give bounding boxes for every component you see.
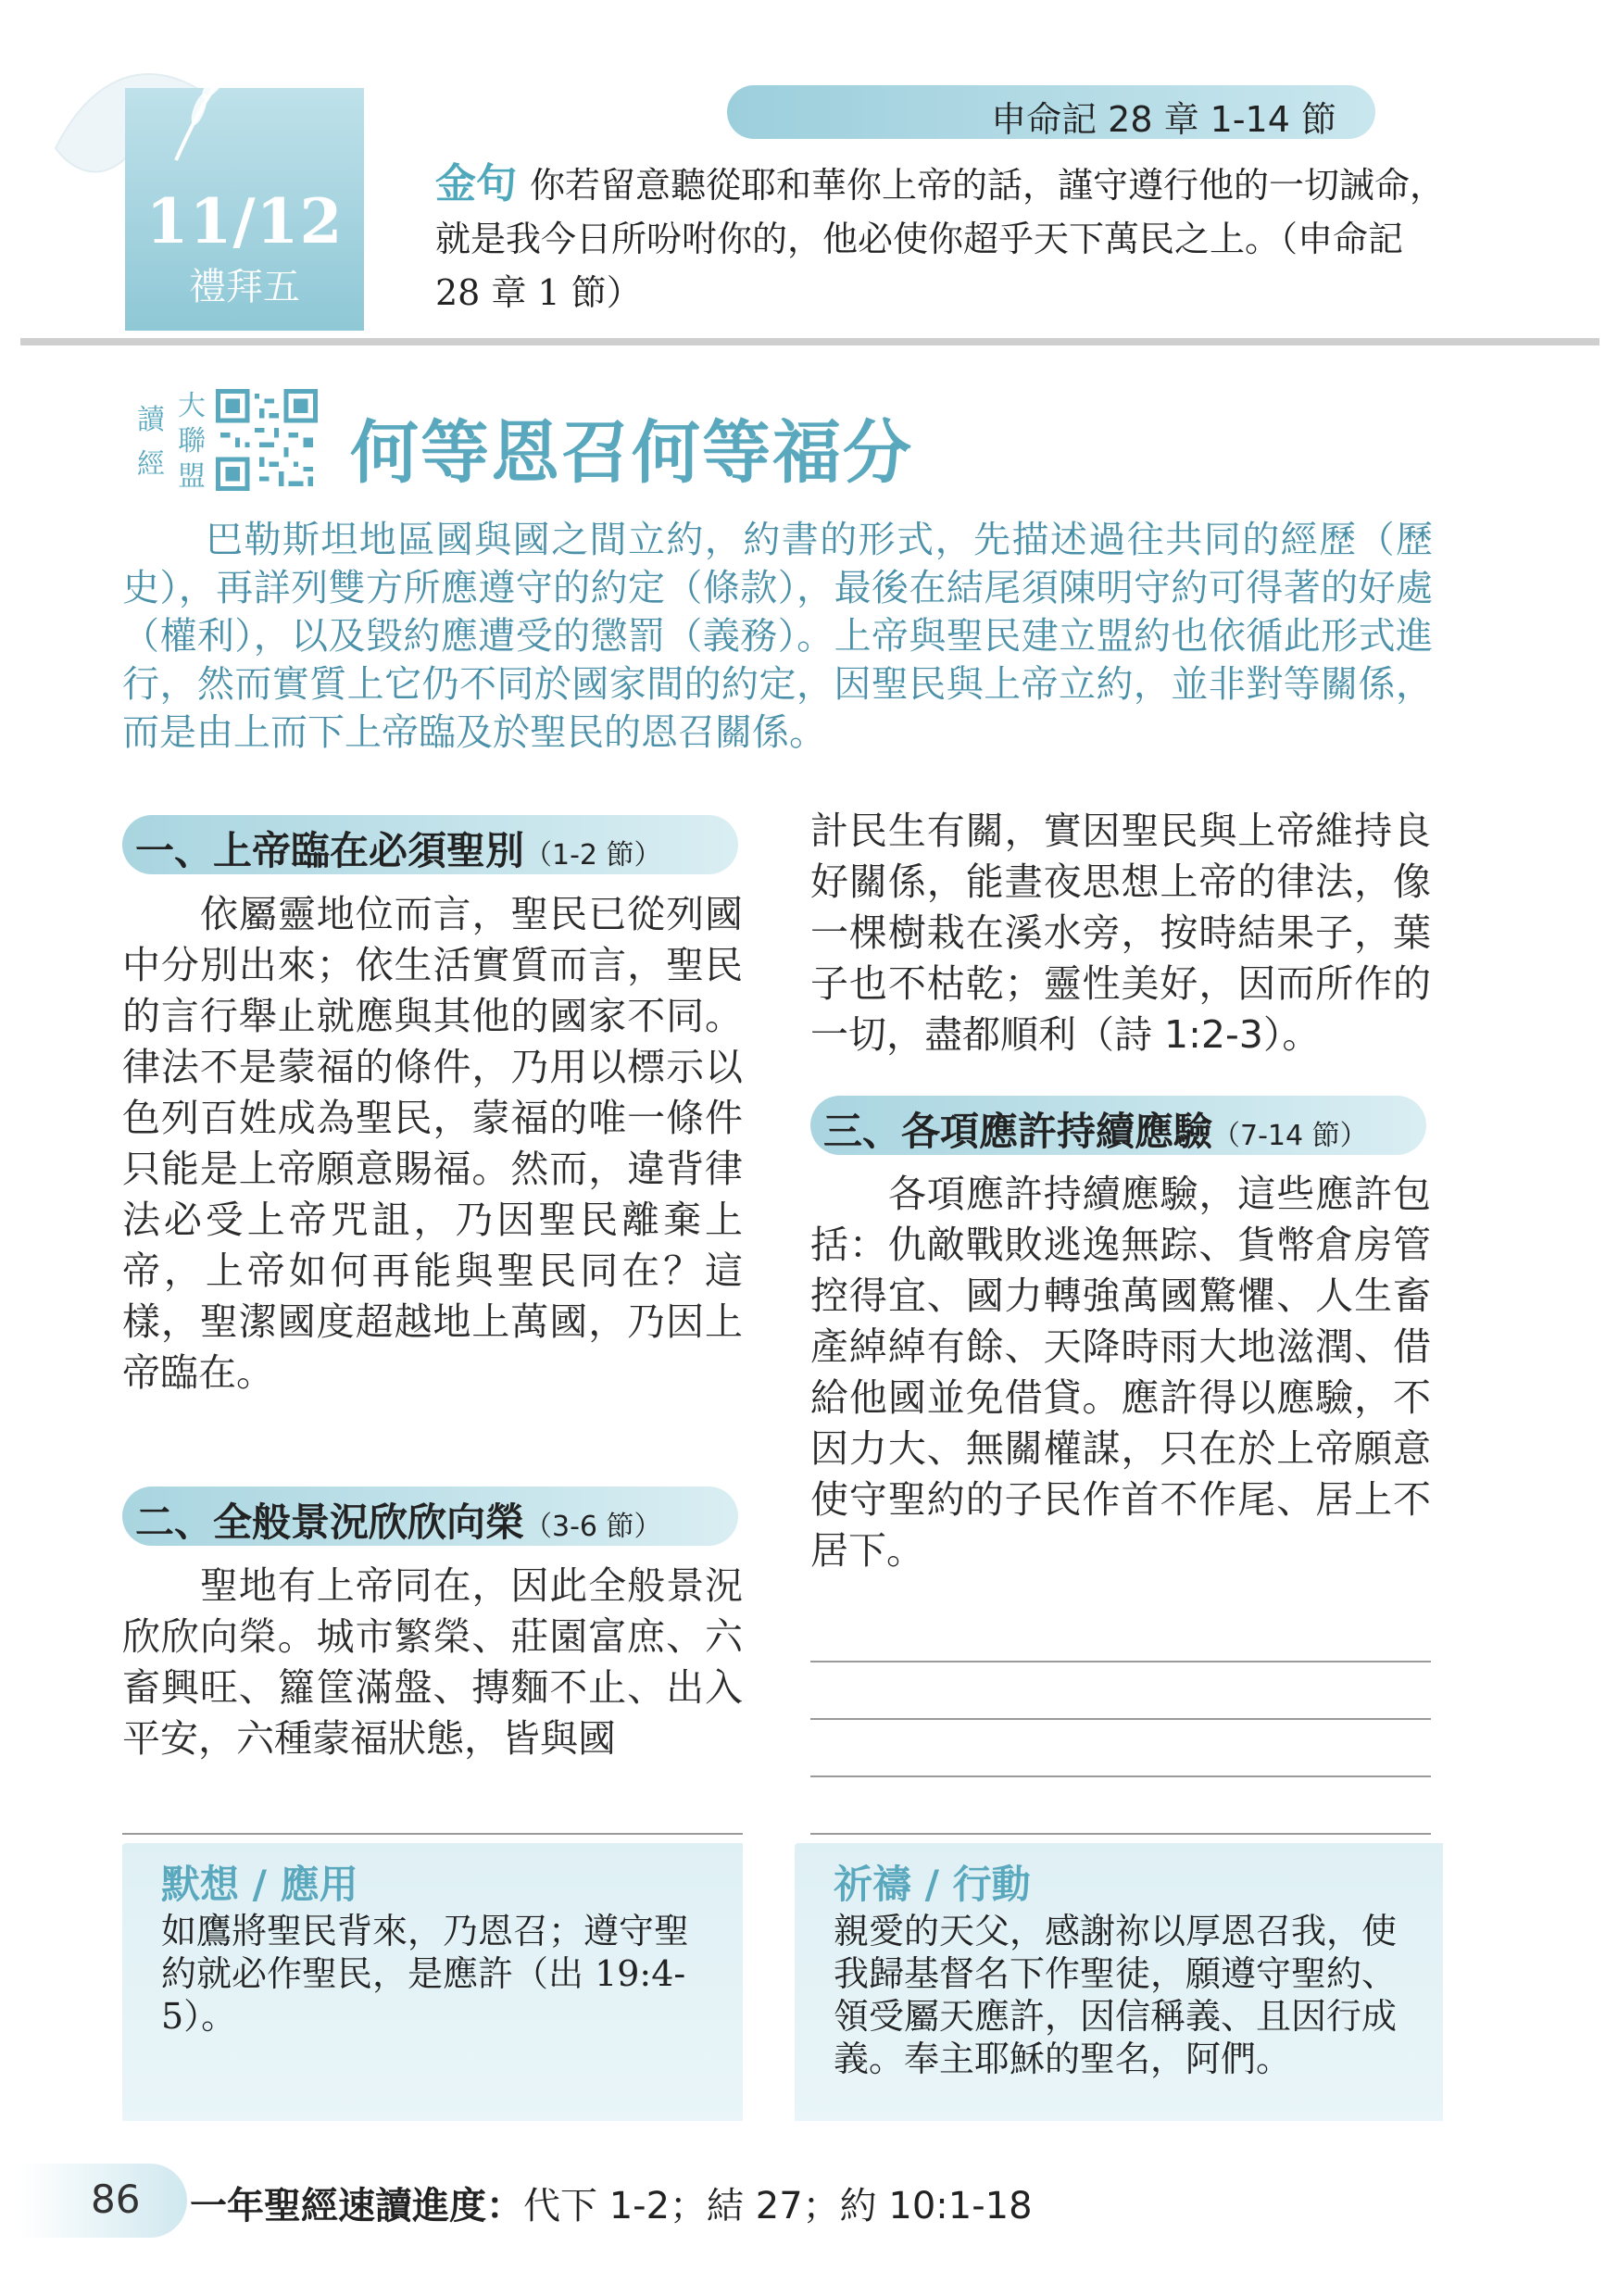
meditation-title: 默想 / 應用	[161, 1862, 358, 1907]
section-2-text: 聖地有上帝同在，因此全般景況欣欣向榮。城市繁榮、莊園富庶、六畜興旺、籮筐滿盤、摶麵不止、出入平安，六種蒙福狀態，皆與國	[122, 1563, 743, 1761]
weekday-label: 禮拜五	[189, 266, 300, 308]
section-3-heading	[810, 1096, 1426, 1155]
section-2-verses: （3-6 節）	[524, 1511, 662, 1543]
qr-code-icon[interactable]	[216, 389, 318, 491]
section-1-verses: （1-2 節）	[524, 839, 662, 872]
intro-paragraph: 巴勒斯坦地區國與國之間立約，約書的形式，先描述過往共同的經歷（歷史），再詳列雙方所應遵守的約定（條款），最後在結尾須陳明守約可得著的好處（權利），以及毀約應遭受的懲罰（義務）。上帝與聖民建立盟約也依循此形式進行，然而實質上它仍不同於國家間的約定，因聖民與上帝立約，並非對等關係，而是由上而下上帝臨及於聖民的恩召關係。	[122, 519, 1433, 754]
olive-branch-icon	[157, 26, 259, 165]
prayer-box	[795, 1843, 1443, 2121]
scripture-reference: 申命記 28 章 1-14 節	[991, 99, 1336, 140]
page-title: 何等恩召何等福分	[350, 413, 913, 493]
scripture-reference-tab	[727, 85, 1375, 139]
section-3-verses: （7-14 節）	[1212, 1120, 1368, 1152]
date-label: 11/12	[145, 185, 344, 257]
meditation-box	[122, 1843, 743, 2121]
section-3-title: 三、各項應許持續應驗	[823, 1109, 1213, 1154]
golden-verse	[435, 157, 1445, 320]
section-1-title: 一、上帝臨在必須聖別	[135, 828, 525, 873]
progress-value: 代下 1-2；結 27；約 10:1-18	[523, 2185, 1033, 2227]
note-line	[810, 1775, 1431, 1777]
qr-label-read: 讀經	[137, 404, 165, 481]
section-1-heading	[122, 815, 738, 874]
golden-verse-label: 金句	[435, 160, 517, 207]
prayer-title: 祈禱 / 行動	[834, 1862, 1031, 1907]
note-line	[810, 1718, 1431, 1720]
header-divider	[20, 338, 1599, 345]
note-line	[810, 1833, 1431, 1835]
meditation-text: 如鷹將聖民背來，乃恩召；遵守聖約就必作聖民，是應許（出 19:4-5）。	[161, 1911, 690, 2037]
section-2-continued-text: 計民生有關，實因聖民與上帝維持良好關係，能晝夜思想上帝的律法，像一棵樹栽在溪水旁，按時結果子，葉子也不枯乾；靈性美好，因而所作的一切，盡都順利（詩 1:2-3）。	[810, 809, 1431, 1057]
prayer-text: 親愛的天父，感謝祢以厚恩召我，使我歸基督名下作聖徒，願遵守聖約、領受屬天應許，因信稱義、且因行成義。奉主耶穌的聖名，阿們。	[834, 1911, 1398, 2079]
section-2-heading	[122, 1487, 738, 1546]
section-1-text: 依屬靈地位而言，聖民已從列國中分別出來；依生活實質而言，聖民的言行舉止就應與其他的國家不同。律法不是蒙福的條件，乃用以標示以色列百姓成為聖民，蒙福的唯一條件只能是上帝願意賜福。然而，違背律法必受上帝咒詛，乃因聖民離棄上帝，上帝如何再能與聖民同在？這樣，聖潔國度超越地上萬國，乃因上帝臨在。	[122, 892, 743, 1395]
section-3-text: 各項應許持續應驗，這些應許包括：仇敵戰敗逃逸無踪、貨幣倉房管控得宜、國力轉強萬國驚懼、人生畜產綽綽有餘、天降時雨大地滋潤、借給他國並免借貸。應許得以應驗，不因力大、無關權謀，只在於上帝願意使守聖約的子民作首不作尾、居上不居下。	[810, 1172, 1431, 1573]
left-column-divider	[122, 1833, 743, 1835]
note-line	[810, 1661, 1431, 1662]
golden-verse-text: 你若留意聽從耶和華你上帝的話，謹守遵行他的一切誡命，就是我今日所吩咐你的，他必使你超乎天下萬民之上。（申命記 28 章 1 節）	[435, 165, 1446, 313]
page-number: 86	[91, 2177, 141, 2222]
progress-label: 一年聖經速讀進度：	[190, 2185, 523, 2227]
reading-progress	[190, 2177, 1033, 2229]
qr-label-org: 大聯盟	[178, 390, 206, 493]
section-2-title: 二、全般景況欣欣向榮	[135, 1499, 525, 1545]
